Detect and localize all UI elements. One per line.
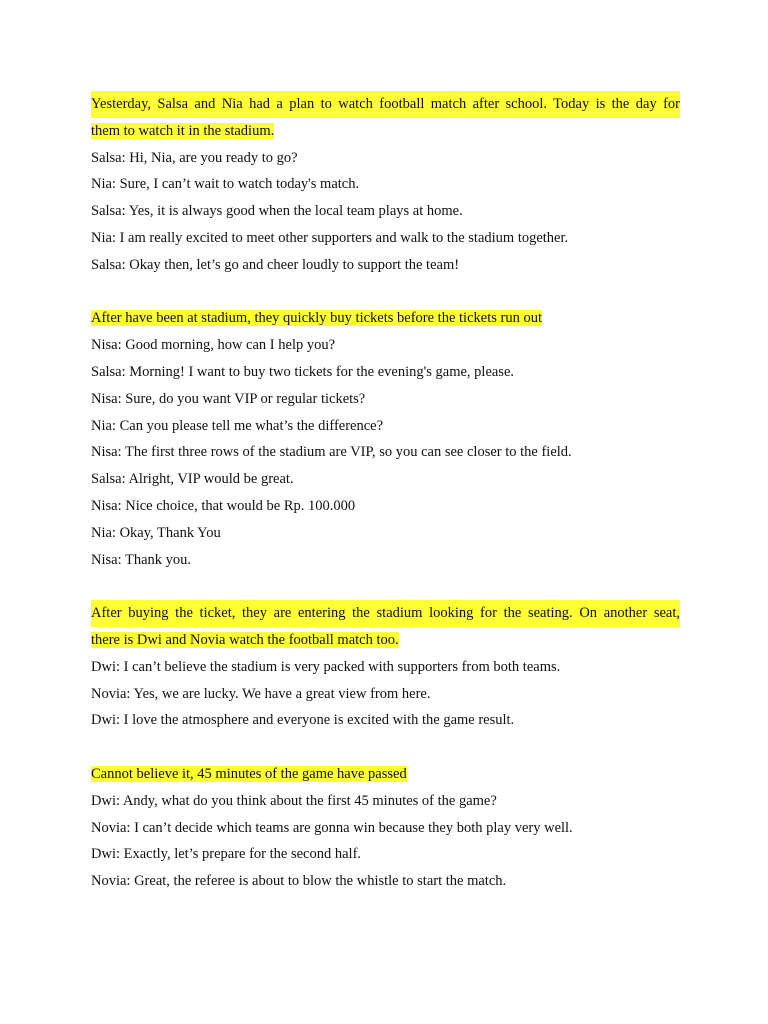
section-2 [91,305,680,573]
paragraph-gap [91,279,680,306]
dialogue-line: Nia: Sure, I can’t wait to watch today's match. [91,176,360,193]
dialogue-line: Dwi: Exactly, let’s prepare for the second half. [91,846,362,863]
dialogue-line: Novia: Yes, we are lucky. We have a great view from here. [91,685,431,702]
section-1 [91,91,680,279]
paragraph-gap [91,573,680,600]
dialogue-line: Nisa: Nice choice, that would be Rp. 100.000 [91,497,356,514]
dialogue-line: Nia: I am really excited to meet other supporters and walk to the stadium together. [91,229,569,246]
dialogue-line: Dwi: I can’t believe the stadium is very packed with supporters from both teams. [91,658,561,675]
dialogue-line: Dwi: I love the atmosphere and everyone is excited with the game result. [91,712,515,729]
dialogue-line: Salsa: Hi, Nia, are you ready to go? [91,149,298,166]
narration-line: Cannot believe it, 45 minutes of the game have passed [91,765,407,782]
dialogue-line: Salsa: Okay then, let’s go and cheer loudly to support the team! [91,256,460,273]
narration-paragraph [91,600,680,654]
dialogue-line: Salsa: Alright, VIP would be great. [91,471,294,488]
dialogue-line: Nia: Can you please tell me what’s the difference? [91,417,384,434]
paragraph-gap [91,734,680,761]
narration-line: After have been at stadium, they quickly buy tickets before the tickets run out [91,310,542,327]
narration-line: After buying the ticket, they are entering the stadium looking for the seating. On another seat, [91,600,680,627]
section-4 [91,761,680,895]
dialogue-line: Nisa: Sure, do you want VIP or regular tickets? [91,390,366,407]
dialogue-line: Nisa: The first three rows of the stadium are VIP, so you can see closer to the field. [91,444,572,461]
narration-line: there is Dwi and Novia watch the football match too. [91,631,399,648]
dialogue-line: Salsa: Yes, it is always good when the local team plays at home. [91,203,463,220]
dialogue-line: Nia: Okay, Thank You [91,524,221,541]
narration-paragraph [91,91,680,145]
section-3 [91,600,680,734]
dialogue-line: Nisa: Good morning, how can I help you? [91,337,336,354]
dialogue-line: Dwi: Andy, what do you think about the first 45 minutes of the game? [91,792,497,809]
dialogue-line: Novia: Great, the referee is about to blow the whistle to start the match. [91,873,507,890]
dialogue-line: Novia: I can’t decide which teams are gonna win because they both play very well. [91,819,573,836]
narration-line: them to watch it in the stadium. [91,122,275,139]
dialogue-line: Nisa: Thank you. [91,551,192,568]
narration-line: Yesterday, Salsa and Nia had a plan to watch football match after school. Today is the day for [91,91,680,118]
dialogue-line: Salsa: Morning! I want to buy two tickets for the evening's game, please. [91,363,515,380]
